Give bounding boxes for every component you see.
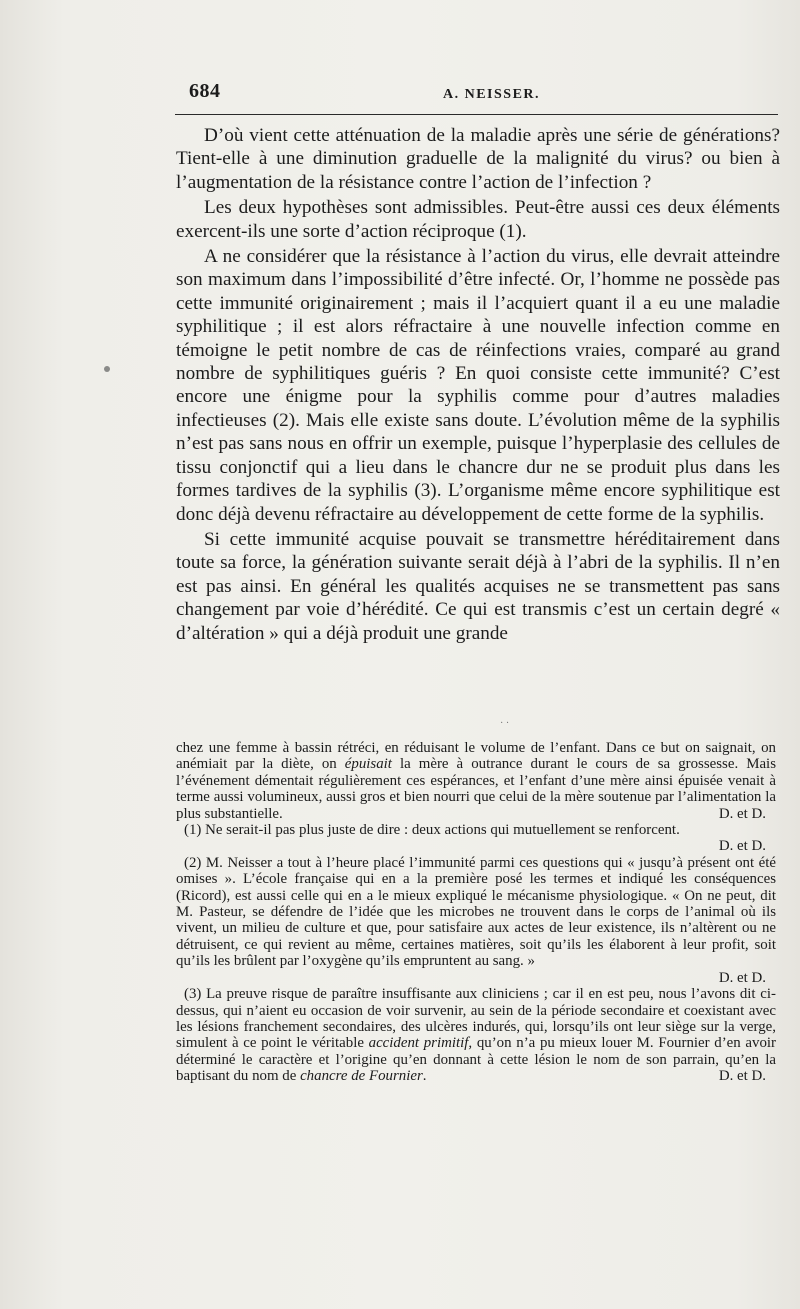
page-number: 684 bbox=[189, 80, 221, 102]
footnote-1: (1) Ne serait-il pas plus juste de dire : deux actions qui mutuellement se renforcent. bbox=[184, 822, 680, 839]
paragraph: A ne considérer que la résistance à l’action du virus, elle devrait atteindre son maximum dans l’impossibilité d’être infecté. Or, l’homme ne possède pas cette immunité originairement ; mais il l’acquiert quant il a eu une maladie syphilitique ; il est alors réfractaire à une nouvelle infection comme en témoigne le petit nombre de cas de réinfections vraies, comparé au grand nombre de syphilitiques guéris ? En quoi consiste cette immunité? C’est encore une énigme pour la syphilis comme pour d’autres maladies infectieuses (2). Mais elle existe sans doute. L’évolution même de la syphilis n’est pas sans nous en offrir un exemple, puisque l’hyperplasie des cellules de tissu conjonctif qui a lieu dans le chancre dur ne se produit plus dans les formes tardives de la syphilis (3). L’organisme même encore syphilitique est donc déjà devenu réfractaire au développement de cette forme de la syphilis. bbox=[176, 246, 780, 525]
running-head: A. NEISSER. bbox=[443, 87, 541, 102]
main-text bbox=[176, 124, 780, 647]
footnote-continuation: chez une femme à bassin rétréci, en réduisant le volume de l’enfant. Dans ce but on saignait, on anémiait par la diète, on épuisait la mère à outrance durant le cours de sa grossesse. Mais l’événement démentait régulièrement ces espérances, et l’enfant d’une mère ainsi épuisée venait à terme aussi volumineux, aussi gros et bien nourri que celui de la mère soutenue par l’alimentation la plus substantielle. D. et D. bbox=[176, 740, 776, 822]
footnote-separator: · · bbox=[500, 718, 510, 729]
footnote-2: (2) M. Neisser a tout à l’heure placé l’immunité parmi ces questions qui « jusqu’à présent ont été omises ». L’école française qui en a la première posé les termes et indiqué les conséquences (Ricord), est aussi celle qui en a le mieux expliqué le mécanisme physiologique. « On ne peut, dit M. Pasteur, se défendre de l’idée que les microbes ne trouvent dans le corps de l’animal où ils vivent, un milieu de culture et que, pour satisfaire aux actes de leur existence, ils n’altèrent ou ne détruisent, ce qui revient au même, certaines matières, soit qu’ils les élaborent à leur profit, soit qu’ils les brûlent par l’oxygène qu’ils empruntent au sang. » bbox=[176, 854, 776, 970]
footnote-3: (3) La preuve risque de paraître insuffisante aux cliniciens ; car il en est peu, nous l’avons dit ci-dessus, qui n’aient eu occasion de voir survenir, au sein de la période secondaire et coexistant avec les lésions franchement secondaires, des ulcères indurés, qui, lorsqu’ils ont leur siège sur la verge, simulent à ce point le véritable accident primitif, qu’on n’a pu mieux louer M. Fournier d’en avoir déterminé le caractère et l’origine qu’en donnant à cette lésion le nom de son parrain, qu’en la baptisant du nom de chancre de Fournier. D. et D. bbox=[176, 986, 777, 1085]
page-header bbox=[175, 78, 778, 115]
margin-dot bbox=[104, 366, 110, 372]
footnotes bbox=[176, 740, 776, 1085]
paragraph: Les deux hypothèses sont admissibles. Peut-être aussi ces deux éléments exercent-ils une sorte d’action réciproque (1). bbox=[176, 197, 780, 242]
footnote-signature: D. et D. bbox=[718, 838, 766, 855]
paragraph: Si cette immunité acquise pouvait se transmettre héréditairement dans toute sa force, la génération suivante serait déjà à l’abri de la syphilis. Il n’en est pas ainsi. En général les qualités acquises ne se transmettent pas sans changement par voie d’hérédité. Ce qui est transmis c’est un certain degré « d’altération » qui a déjà produit une grande bbox=[176, 528, 780, 644]
paragraph: D’où vient cette atténuation de la maladie après une série de générations? Tient-elle à une diminution graduelle de la malignité du virus? ou bien à l’augmentation de la résistance contre l’action de l’infection ? bbox=[176, 125, 780, 193]
footnote-signature: D. et D. bbox=[718, 805, 766, 822]
footnote-signature: D. et D. bbox=[718, 969, 766, 986]
footnote-signature: D. et D. bbox=[718, 1068, 766, 1085]
